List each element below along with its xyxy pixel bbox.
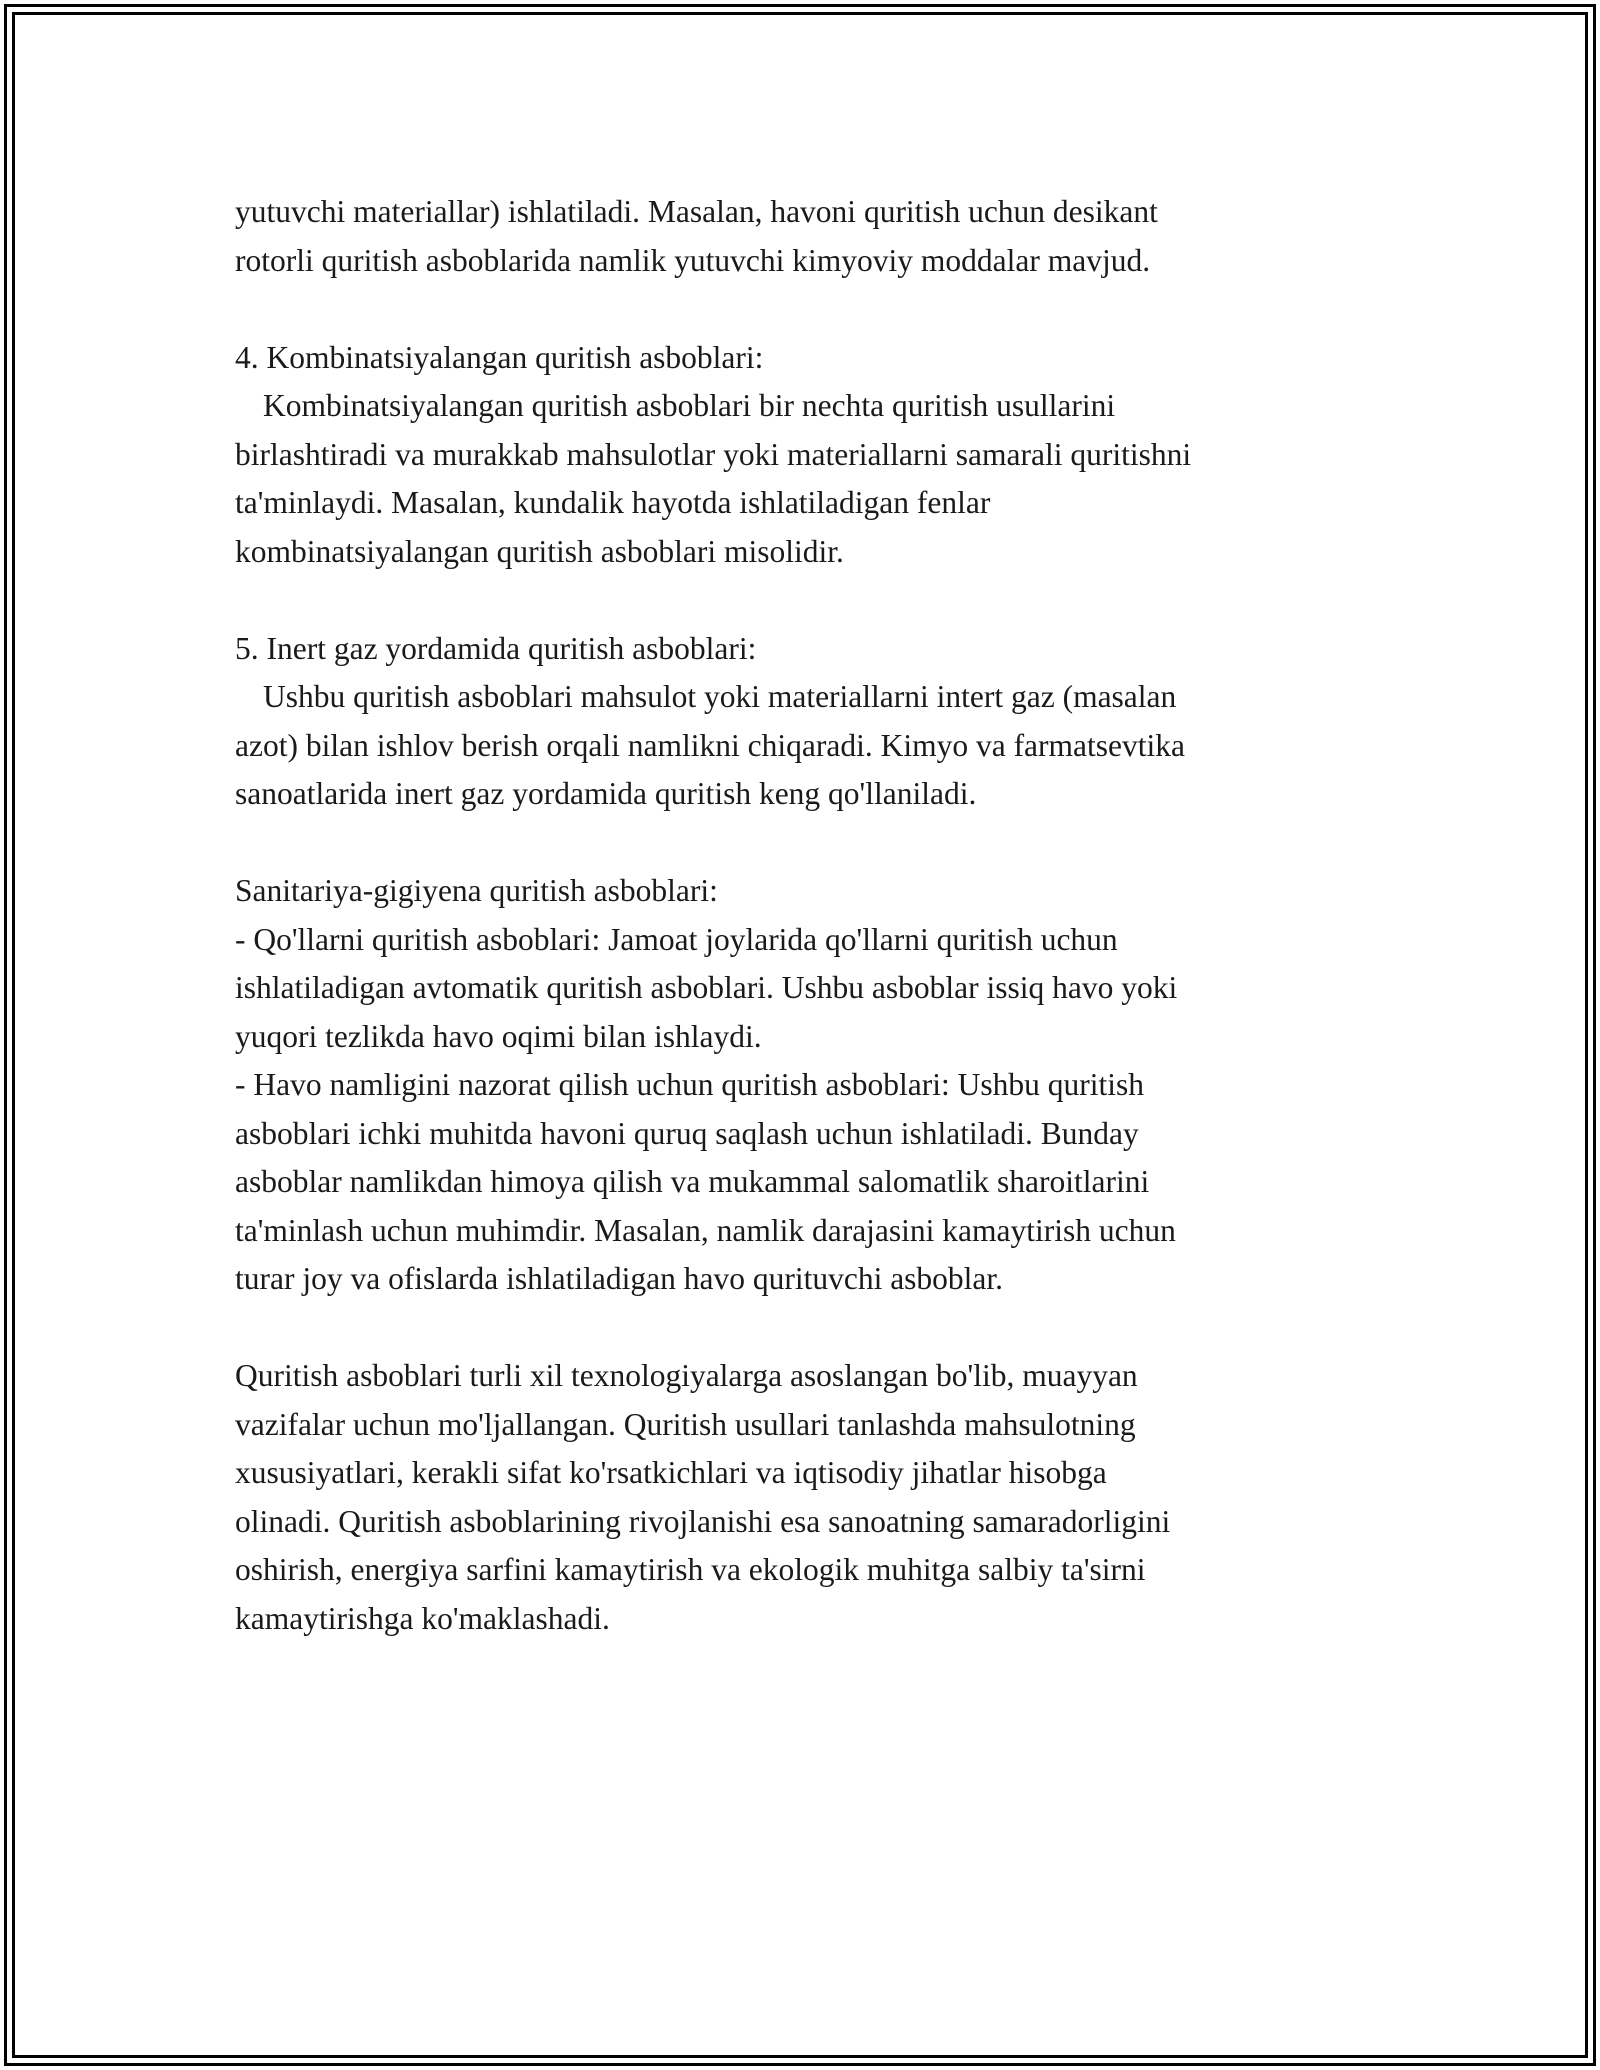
document-body: [235, 188, 1385, 1643]
text-line: Quritish asboblari turli xil texnologiyalarga asoslangan bo'lib, muayyan: [235, 1358, 1138, 1393]
list-item-line: yuqori tezlikda havo oqimi bilan ishlaydi.: [235, 1018, 762, 1054]
text-line: ta'minlaydi. Masalan, kundalik hayotda ishlatiladigan fenlar: [235, 485, 991, 520]
section-heading: 4. Kombinatsiyalangan quritish asboblari:: [235, 339, 764, 375]
text-line: xususiyatlari, kerakli sifat ko'rsatkichlari va iqtisodiy jihatlar hisobga: [235, 1455, 1107, 1490]
text-line: sanoatlarida inert gaz yordamida quritish keng qo'llaniladi.: [235, 776, 977, 811]
text-line: Kombinatsiyalangan quritish asboblari bir nechta quritish usullarini: [263, 388, 1116, 423]
paragraph-gap: [235, 819, 1385, 868]
section-heading: 5. Inert gaz yordamida quritish asboblari:: [235, 630, 757, 666]
paragraph-gap: [235, 285, 1385, 334]
text-line: yutuvchi materiallar) ishlatiladi. Masalan, havoni quritish uchun desikant: [235, 194, 1158, 229]
text-line: oshirish, energiya sarfini kamaytirish va ekologik muhitga salbiy ta'sirni: [235, 1552, 1146, 1587]
list-item-line: - Havo namligini nazorat qilish uchun quritish asboblari: Ushbu quritish: [235, 1067, 1144, 1102]
text-line: Ushbu quritish asboblari mahsulot yoki materiallarni intert gaz (masalan: [263, 679, 1177, 714]
paragraph-gap: [235, 1304, 1385, 1353]
section-heading: Sanitariya-gigiyena quritish asboblari:: [235, 873, 718, 908]
paragraph-gap: [235, 576, 1385, 625]
text-line: azot) bilan ishlov berish orqali namlikni chiqaradi. Kimyo va farmatsevtika: [235, 727, 1185, 763]
list-item-line: - Qo'llarni quritish asboblari: Jamoat joylarida qo'llarni quritish uchun: [235, 921, 1118, 957]
text-line: rotorli quritish asboblarida namlik yutuvchi kimyoviy moddalar mavjud.: [235, 242, 1151, 278]
list-item-line: turar joy va ofislarda ishlatiladigan havo qurituvchi asboblar.: [235, 1261, 1004, 1296]
text-line: birlashtiradi va murakkab mahsulotlar yoki materiallarni samarali quritishni: [235, 436, 1192, 472]
text-line: vazifalar uchun mo'ljallangan. Quritish usullari tanlashda mahsulotning: [235, 1406, 1136, 1442]
list-item-line: ishlatiladigan avtomatik quritish asboblari. Ushbu asboblar issiq havo yoki: [235, 970, 1178, 1005]
list-item-line: ta'minlash uchun muhimdir. Masalan, namlik darajasini kamaytirish uchun: [235, 1212, 1176, 1248]
text-line: kombinatsiyalangan quritish asboblari misolidir.: [235, 533, 844, 569]
list-item-line: asboblari ichki muhitda havoni quruq saqlash uchun ishlatiladi. Bunday: [235, 1115, 1139, 1151]
text-line: olinadi. Quritish asboblarining rivojlanishi esa sanoatning samaradorligini: [235, 1503, 1171, 1539]
text-line: kamaytirishga ko'maklashadi.: [235, 1600, 610, 1636]
list-item-line: asboblar namlikdan himoya qilish va mukammal salomatlik sharoitlarini: [235, 1164, 1150, 1199]
